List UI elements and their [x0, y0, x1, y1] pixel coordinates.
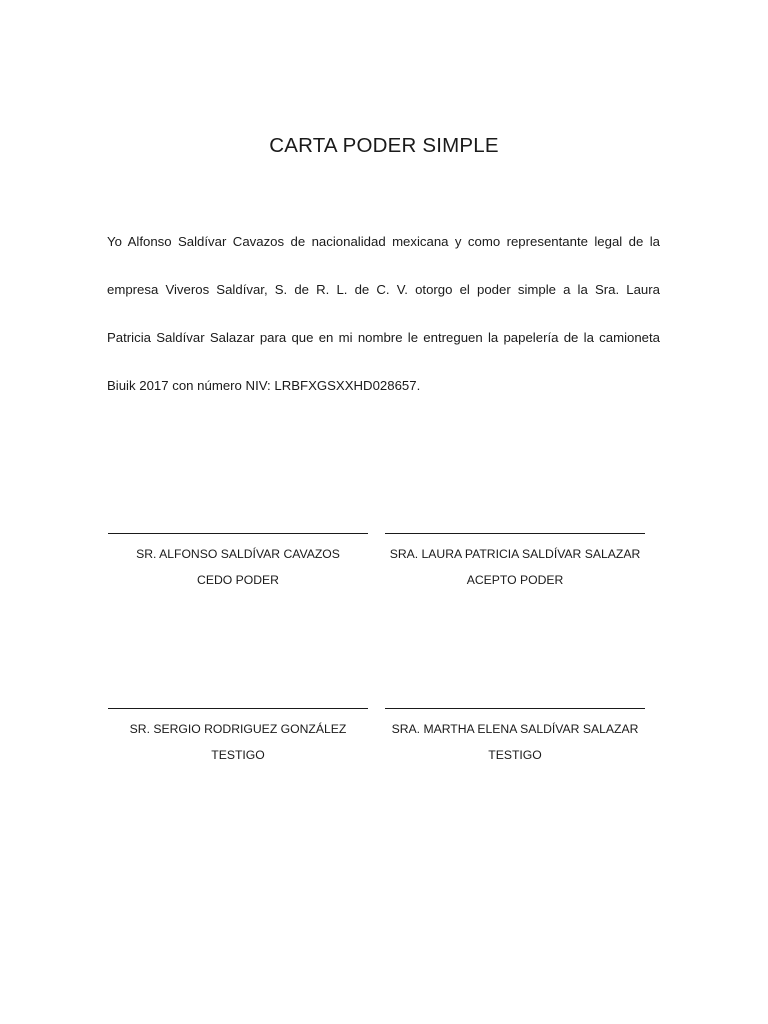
- signature-line: [108, 708, 368, 709]
- body-line-1: Yo Alfonso Saldívar Cavazos de nacionalidad mexicana y como representante legal de la: [107, 234, 660, 249]
- signatory-role: TESTIGO: [488, 748, 542, 762]
- document-title: CARTA PODER SIMPLE: [269, 134, 499, 157]
- signature-block-grantor: [107, 533, 369, 587]
- signature-block-grantee: [384, 533, 646, 587]
- signature-block-witness-1: [107, 708, 369, 762]
- body-line-4: Biuik 2017 con número NIV: LRBFXGSXXHD028657.: [107, 378, 421, 393]
- body-line-2: empresa Viveros Saldívar, S. de R. L. de C. V. otorgo el poder simple a la Sra. Laura: [107, 282, 660, 297]
- signatory-role: CEDO PODER: [197, 573, 279, 587]
- signature-line: [385, 533, 645, 534]
- signatory-role: ACEPTO PODER: [466, 573, 564, 587]
- signature-line: [385, 708, 645, 709]
- signature-line: [108, 533, 368, 534]
- signatory-name: SRA. MARTHA ELENA SALDÍVAR SALAZAR: [391, 722, 639, 736]
- signatory-name: SRA. LAURA PATRICIA SALDÍVAR SALAZAR: [389, 547, 641, 561]
- body-line-3: Patricia Saldívar Salazar para que en mi nombre le entreguen la papelería de la camioneta: [107, 330, 660, 345]
- signatory-role: TESTIGO: [211, 748, 265, 762]
- signature-block-witness-2: [384, 708, 646, 762]
- body-paragraph: [107, 226, 660, 418]
- signatory-name: SR. SERGIO RODRIGUEZ GONZÁLEZ: [129, 722, 347, 736]
- signatory-name: SR. ALFONSO SALDÍVAR CAVAZOS: [136, 547, 340, 561]
